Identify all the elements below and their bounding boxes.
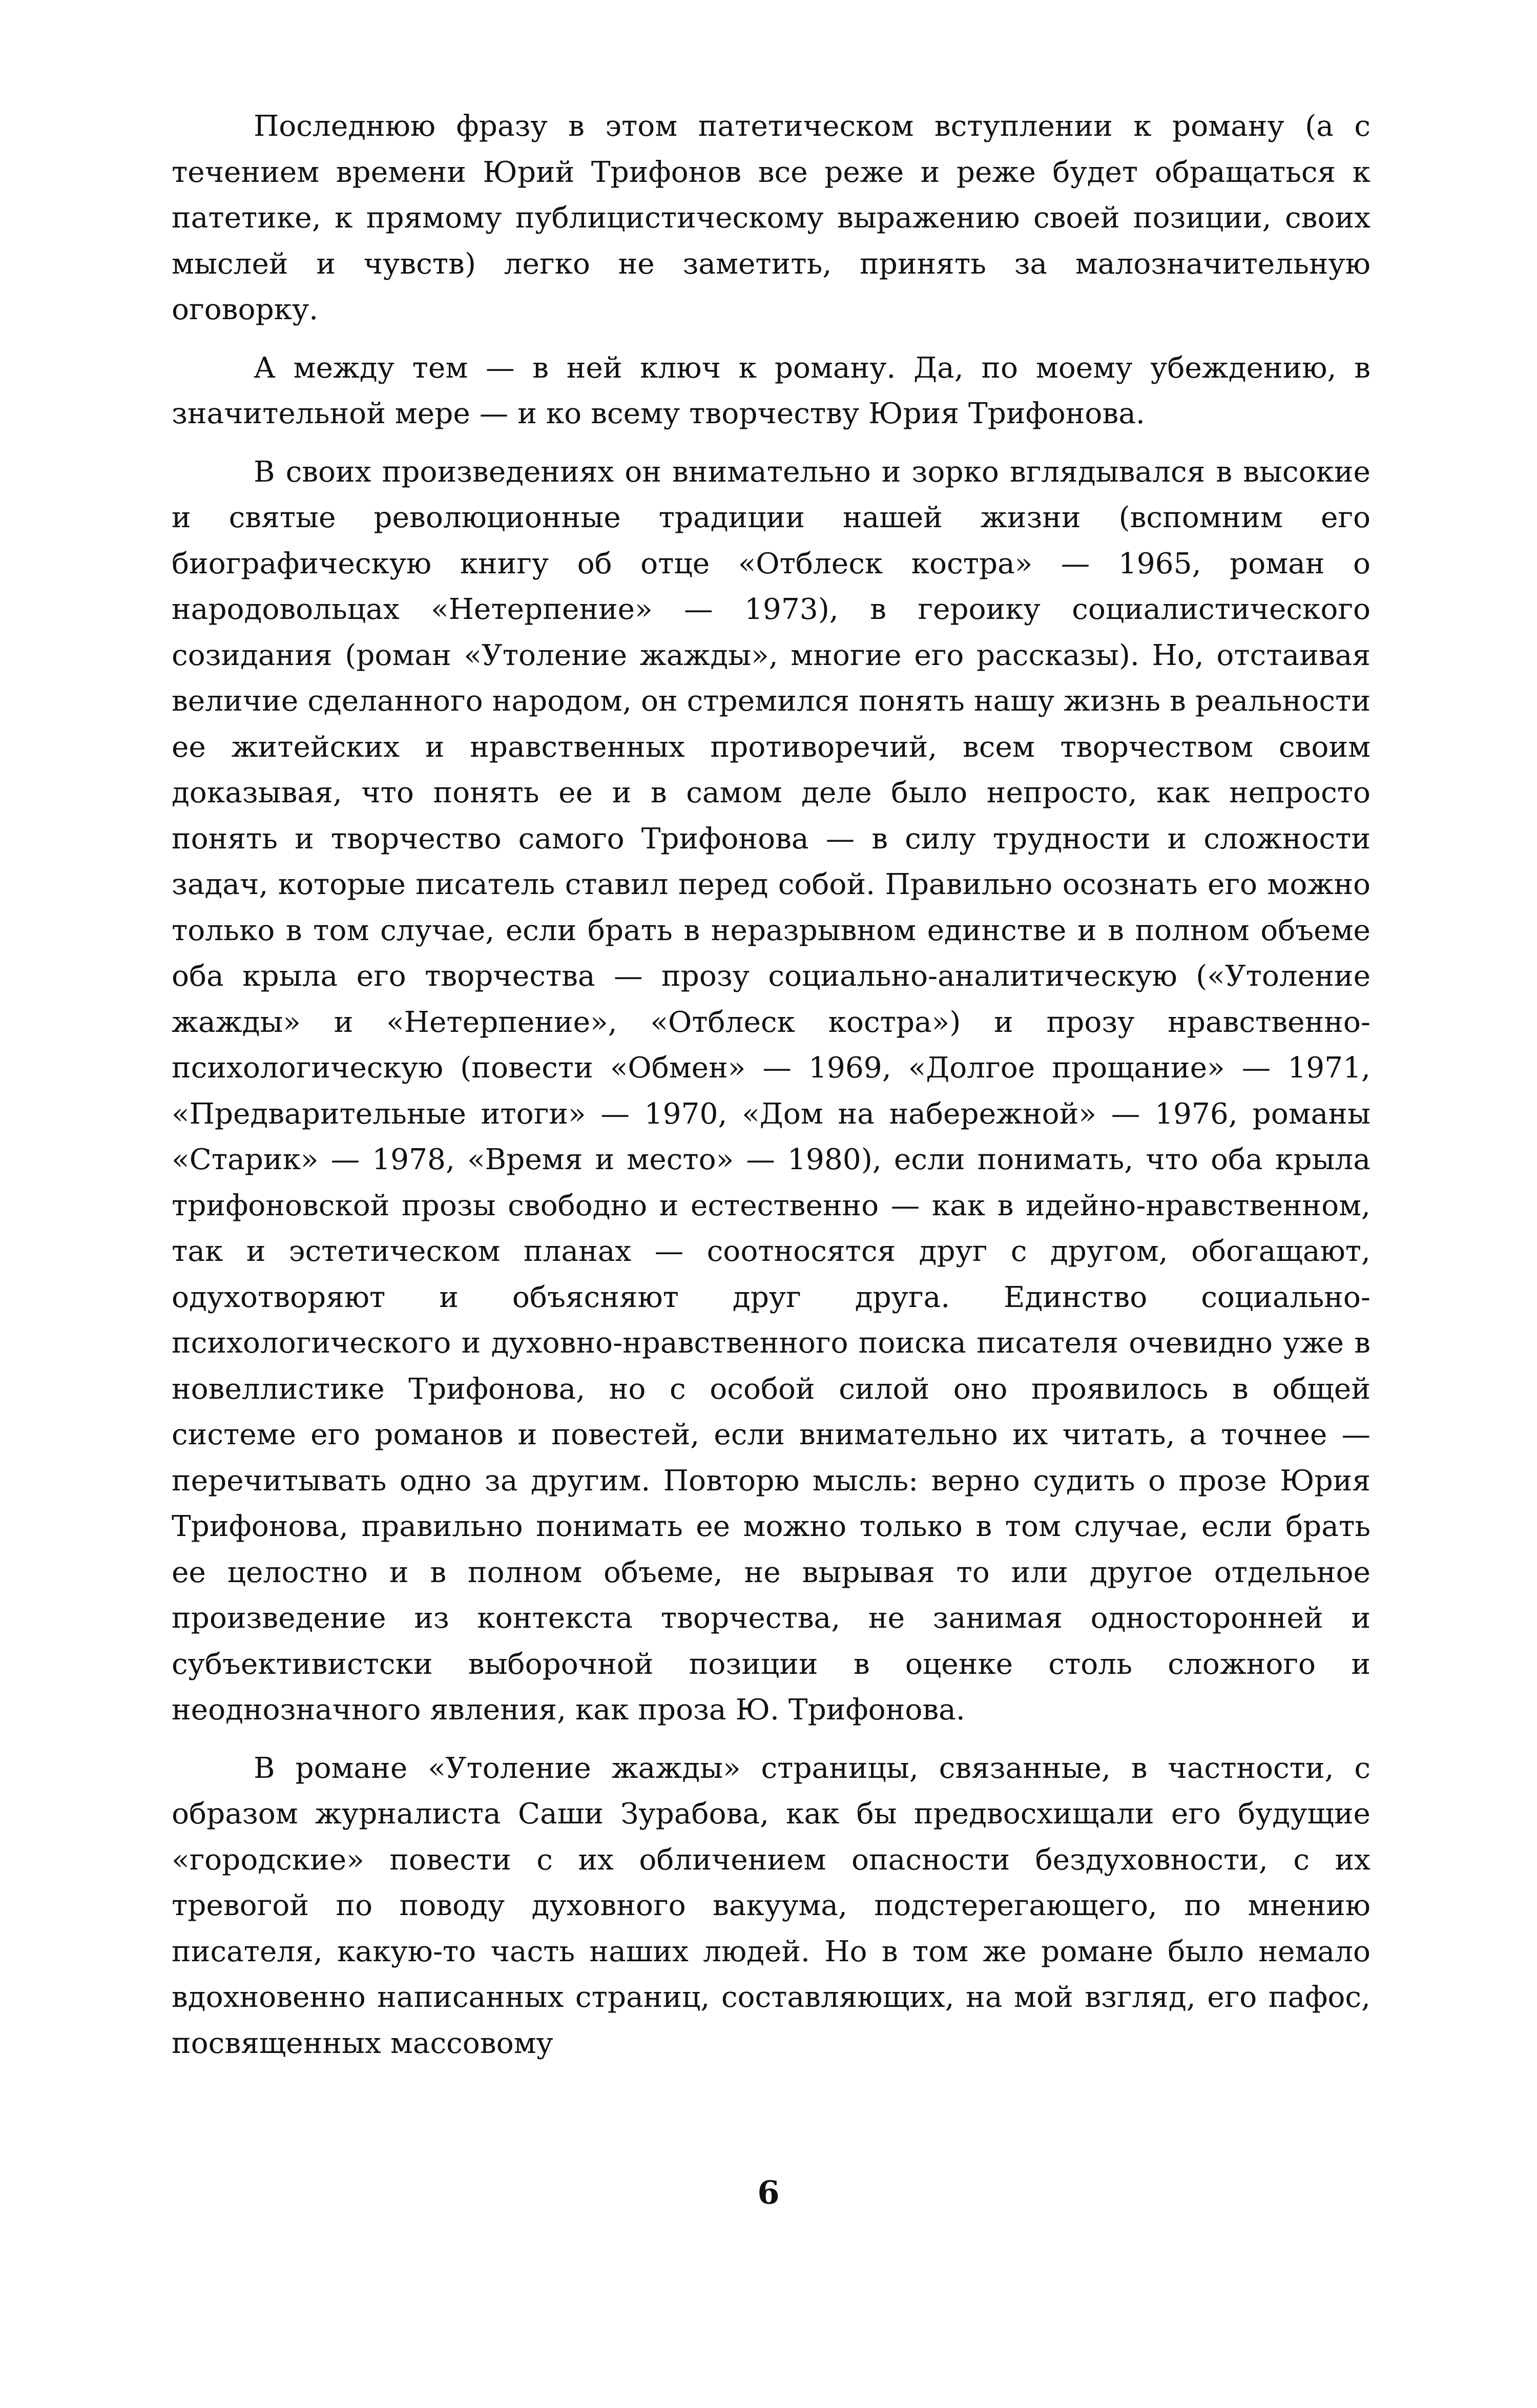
paragraph-2: А между тем — в ней ключ к роману. Да, по моему убеждению, в значительной мере — и ко всему творчеству Юрия Трифонова.: [172, 351, 1370, 430]
paragraph-1: Последнюю фразу в этом патетическом вступлении к роману (а с течением времени Юрий Трифонов все реже и реже будет обращаться к патетике, к прямому публицистическому выражению своей позиции, своих мыслей и чувств) легко не заметить, принять за малозначительную оговорку.: [172, 110, 1370, 326]
paragraph-4: В романе «Утоление жажды» страницы, связанные, в частности, с образом журналиста Саши Зурабова, как бы предвосхищали его будущие «городские» повести с их обличением опасности бездуховности, с их тревогой по поводу духовного вакуума, подстерегающего, по мнению писателя, какую-то часть наших людей. Но в том же романе было немало вдохновенно написанных страниц, составляющих, на мой взгляд, его пафос, посвященных массовому: [172, 1751, 1370, 2060]
paragraph-3: В своих произведениях он внимательно и зорко вглядывался в высокие и святые революционные традиции нашей жизни (вспомним его биографическую книгу об отце «Отблеск костра» — 1965, роман о народовольцах «Нетерпение» — 1973), в героику социалистического созидания (роман «Утоление жажды», многие его рассказы). Но, отстаивая величие сделанного народом, он стремился понять нашу жизнь в реальности ее житейских и нравственных противоречий, всем творчеством своим доказывая, что понять ее и в самом деле было непросто, как непросто понять и творчество самого Трифонова — в силу трудности и сложности задач, которые писатель ставил перед собой. Правильно осознать его можно только в том случае, если брать в неразрывном единстве и в полном объеме оба крыла его творчества — прозу социально-аналитическую («Утоление жажды» и «Нетерпение», «Отблеск костра») и прозу нравственно-психологическую (повести «Обмен» — 1969, «Долгое прощание» — 1971, «Предварительные итоги» — 1970, «Дом на набережной» — 1976, романы «Старик» — 1978, «Время и место» — 1980), если понимать, что оба крыла трифоновской прозы свободно и естественно — как в идейно-нравственном, так и эстетическом планах — соотносятся друг с другом, обогащают, одухотворяют и объясняют друг друга. Единство социально-психологического и духовно-нравственного поиска писателя очевидно уже в новеллистике Трифонова, но с особой силой оно проявилось в общей системе его романов и повестей, если внимательно их читать, а точнее — перечитывать одно за другим. Повторю мысль: верно судить о прозе Юрия Трифонова, правильно понимать ее можно только в том случае, если брать ее целостно и в полном объеме, не вырывая то или другое отдельное произведение из контекста творчества, не занимая односторонней и субъективистски выборочной позиции в оценке столь сложного и неоднозначного явления, как проза Ю. Трифонова.: [172, 455, 1370, 1727]
page-number: 6: [757, 2174, 780, 2211]
body-text: [172, 103, 1370, 2066]
